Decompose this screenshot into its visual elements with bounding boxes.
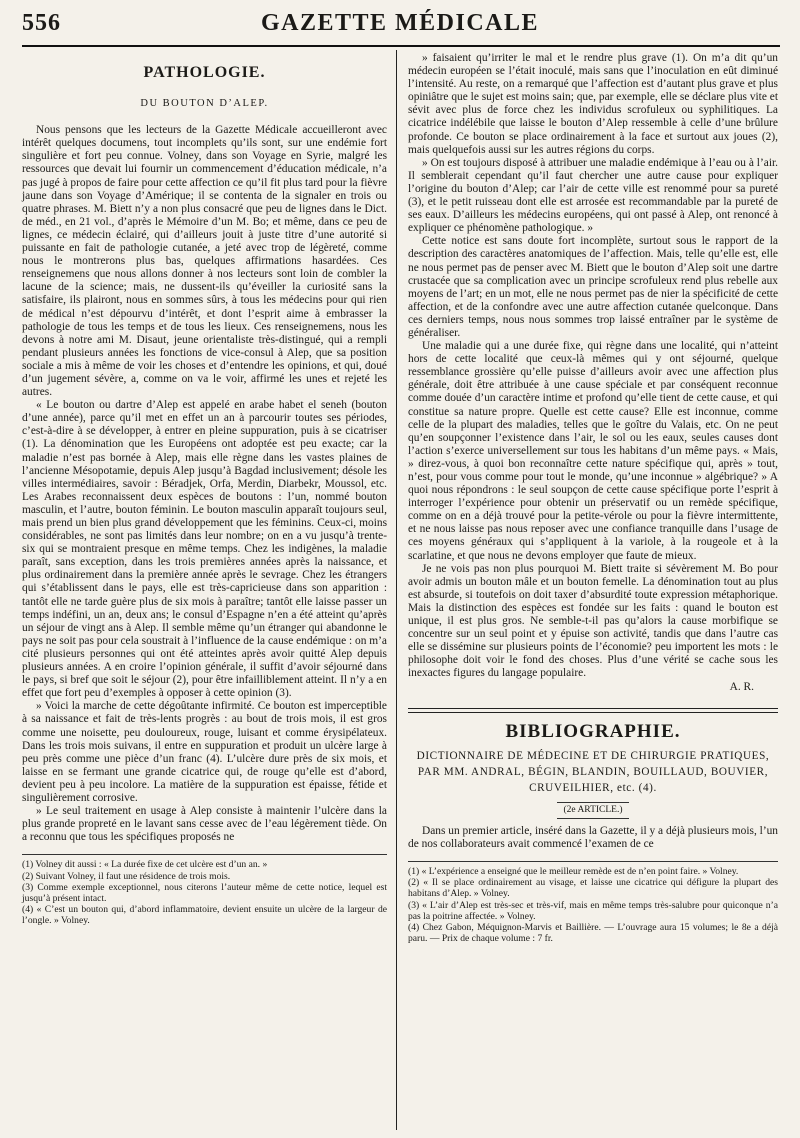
book-title-line: DICTIONNAIRE DE MÉDECINE ET DE CHIRURGIE PRATIQUES,	[416, 749, 770, 762]
column-divider	[396, 50, 397, 1130]
right-column	[408, 52, 778, 944]
footnote: (2) « Il se place ordinairement au visage, et laisse une cicatrice qui défigure la plupart des habitans d’Alep. » Volney.	[408, 877, 778, 900]
paragraph: » On est toujours disposé à attribuer une maladie endémique à l’eau ou à l’air. Il semblerait cependant qu’il faut chercher une autre cause pour expliquer l’origine du bouton d’Alep; car l’air de cette ville est renommé pour sa pureté (3), et le petit ruisseau dont elle est arrosée est recommandable par la pureté de ses eaux. D’ailleurs les médecins européens, qui ont passé à Alep, ont renoncé à expliquer ce phénomène pathologique. »	[408, 156, 778, 235]
header-rule	[22, 45, 780, 47]
paragraph: Cette notice est sans doute fort incomplète, surtout sous le rapport de la description des caractères anatomiques de l’affection. Mais, telle qu’elle est, elle ne nous permet pas de penser avec M. Biett que le bouton d’Alep soit une dartre crustacée que sa complication avec un principe scrofuleux rend plus rebelle aux moyens de l’art; en un mot, elle ne nous permet pas de nier la spécificité de cette affection, et de la confondre avec une autre affection cutanée quelconque. Dans ces derniers temps, nous nous sommes trop laissé entraîner par le système de généraliser.	[408, 235, 778, 339]
footnote-rule	[22, 854, 387, 855]
book-authors-line: PAR MM. ANDRAL, BÉGIN, BLANDIN, BOUILLAUD, BOUVIER, CRUVEILHIER, etc. (4).	[417, 765, 769, 794]
section-separator	[408, 708, 778, 713]
bibliography-heading: BIBLIOGRAPHIE.	[505, 720, 681, 742]
paragraph: Je ne vois pas non plus pourquoi M. Biett traite si sévèrement M. Bo pour avoir admis un bouton mâle et un bouton femelle. La dénomination tout au plus est absurde, si toutefois on doit taxer d’absurdité toute expression métaphorique. Mais la distinction des espèces est fondée sur les faits : quand le bouton est unique, il est plus gros. Ne semble-t-il pas qu’alors la cause morbifique se concentre sur un seul point et y épuise son activité, tandis que dans l’autre cas elle se dissémine sur plusieurs points de l’économie? peu importent les mots : le philosophe doit voir le fond des choses. Plus d’une vérité se cache sous les inexactes figures du langage populaire.	[408, 562, 778, 680]
paragraph: Dans un premier article, inséré dans la Gazette, il y a déjà plusieurs mois, l’un de nos collaborateurs avait commencé l’examen de ce	[408, 824, 778, 850]
footnotes	[408, 866, 778, 944]
footnote: (1) Volney dit aussi : « La durée fixe de cet ulcère est d’un an. »	[22, 859, 268, 871]
footnote: (1) « L’expérience a enseigné que le meilleur remède est de n’en point faire. » Volney.	[408, 865, 739, 877]
paragraph: Une maladie qui a une durée fixe, qui règne dans une localité, qui n’atteint hors de cette localité que ceux-là mêmes qui y ont séjourné, quelque ressemblance grossière qu’elle puisse d’ailleurs avoir avec une affection plus générale, doit être attribuée à une cause spéciale et par conséquent reconnue comme douée d’un caractère intime et profond qu’elle tient de cette cause, et qui constitue sa nature propre. Quelle est cette cause? Elle est inconnue, comme celle de la plupart des maladies, telles que le goître du Valais, etc. On ne peut qu’en soupçonner l’existence dans l’air, le sol ou les eaux, seules causes dont l’action s’exerce universellement sur tous les habitans d’un même pays. « Mais, » direz-vous, à quoi bon reconnaître cette nature spécifique qui, après » tout, n’est, pour vous comme pour tout le monde, qu’une inconnue » algébrique? » A quoi nous répondrons : le seul soupçon de cette cause spécifique porte l’esprit à interroger l’expérience pour obtenir un préservatif ou un remède spécifique, comme on en a déjà trouvé pour la petite-vérole ou pour la fièvre intermittente, et ne nous laisse pas nous reposer avec une confiance tranquille dans l’usage de ces moyens généraux qui s’appliquent à la variole, à la rougeole et à la scarlatine, et que nous ne devons employer que faute de mieux.	[408, 340, 778, 562]
paragraph: « Le bouton ou dartre d’Alep est appelé en arabe habet el seneh (bouton d’une année), parce qu’il met en effet un an à parcourir toutes ses périodes, c’est-à-dire à se développer, à entrer en pleine suppuration, puis à se cicatriser (1). La dénomination que les Européens ont adoptée est peu exacte; car la maladie n’est pas bornée à Alep, mais elle règne dans les vastes plaines de l’ancienne Mésopotamie, depuis Alep jusqu’à Bagdad inclusivement; désole les villes intermédiaires, savoir : Béradjek, Orfa, Merdin, Diarbekr, Moussol, etc. Les Arabes reconnaissent deux espèces de boutons : l’un, nommé bouton masculin, et l’autre, bouton féminin. Le bouton masculin apparaît toujours seul, mais prend un bien plus grand développement que les féminins. Ceux-ci, moins considérables, ne sont pas limités dans leur nombre; on en a vu jusqu’à trente-six qui se montraient presque en même temps. Chez les indigènes, la maladie paraît, sans exception, dans les trois premières années après la naissance, et plus ordinairement dans la première année après le sevrage. Chez les étrangers qui s’établissent dans le pays, elle est très-capricieuse dans son apparition : tantôt elle ne tarde guère plus de six mois à paraître; tantôt elle laisse passer un temps indéfini, un an, deux ans; le consul d’Espagne n’en a été atteint qu’après un séjour de vingt ans à Alep. Il semble même qu’un étranger qui abandonne le pays ne soit pas pour cela soustrait à l’influence de la cause endémique : on m’a cité plusieurs personnes qui ont été atteintes après avoir quitté Alep depuis plusieurs années. A en croire l’opinion générale, il suffit d’avoir séjourné dans le pays, si bref que soit le séjour (2), pour être infailliblement atteint. Il n’y a en effet que fort peu d’exemples à opposer à cette opinion (3).	[22, 399, 387, 700]
footnote-rule	[408, 861, 778, 862]
paragraph: Nous pensons que les lecteurs de la Gazette Médicale accueilleront avec intérêt quelques documens, tout incomplets qu’ils sont, sur une endémie fort singulière et fort peu connue. Volney, dans son Voyage en Syrie, malgré les ressources que devait lui fournir un commencement d’éducation médicale, n’a pas jugé à propos de faire pour cette affection ce qu’il fit plus tard pour la fièvre jaune dans son Voyage d’Amérique; il se contenta de la signaler en trois ou quatre phrases. M. Biett n’y a non plus consacré que peu de lignes dans le Dict. de méd., en 21 vol., d’après le Mémoire d’un M. Bo; et même, dans ce peu de lignes, ce médecin éclairé, qui d’ailleurs jouit à juste titre d’une autorité si puissante en fait de pathologie cutanée, a jeté avec trop de légèreté, comme nous le montrerons plus bas, quelques affirmations hasardées. Ces renseignemens que nous allons donner à nos lecteurs sont loin de combler la lacune de la science; mais, ne dussent-ils qu’éveiller la curiosité sans la satisfaire, ils plairont, nous en sommes sûrs, à tous les médecins pour qui rien de médical n’est dépourvu d’intérêt, et dont l’esprit aime à embrasser la pathologie de tous les temps et de tous les lieux. Ces renseignemens, nous les devons à notre ami M. Disaut, jeune orientaliste très-distingué, qui a rempli pendant plusieurs années les fonctions de vice-consul à Alep, que sa position sociale a mis à même de voir les choses et d’entendre les opinions, et qui, doué d’un jugement sévère, a, comme on va le voir, affirmé les unes et rejeté les autres.	[22, 124, 387, 399]
masthead-title: GAZETTE MÉDICALE	[260, 10, 540, 36]
article-number	[408, 802, 778, 819]
section-heading: PATHOLOGIE.	[143, 64, 266, 81]
paragraph: » Le seul traitement en usage à Alep consiste à maintenir l’ulcère dans la plus grande propreté en le lavant sans cesse avec de l’eau légèrement tiède. On a reconnu que tous les spécifiques proposés ne	[22, 805, 387, 844]
left-column	[22, 52, 387, 927]
article-number-label: (2e ARTICLE.)	[557, 802, 628, 819]
footnote: (4) Chez Gabon, Méquignon-Marvis et Baillière. — L’ouvrage aura 15 volumes; le 8e a déjà paru. — Prix de chaque volume : 7 fr.	[408, 921, 778, 945]
author-signature: A. R.	[729, 680, 754, 693]
page-number: 556	[22, 10, 61, 36]
footnote: (3) « L’air d’Alep est très-sec et très-vif, mais en même temps très-salubre pour quiconque n’a pas la poitrine affectée. » Volney.	[408, 899, 778, 922]
footnote: (3) Comme exemple exceptionnel, nous citerons l’auteur même de cette notice, lequel est jusqu’à présent intact.	[22, 881, 387, 904]
footnote: (4) « C’est un bouton qui, d’abord inflammatoire, devient ensuite un ulcère de la largeur de l’ongle. » Volney.	[22, 904, 387, 927]
footnotes	[22, 859, 387, 926]
article-subtitle: DU BOUTON D’ALEP.	[140, 98, 269, 110]
footnote: (2) Suivant Volney, il faut une résidence de trois mois.	[22, 870, 231, 882]
paragraph: » Voici la marche de cette dégoûtante infirmité. Ce bouton est imperceptible à sa naissance et fait de très-lents progrès : au bout de trois mois, il est gros comme une noisette, peu douloureux, rouge, luisant et comme érysipélateux. Dans les trois mois suivans, il entre en suppuration et produit un ulcère large à peu près comme une pièce d’un franc (4). L’ulcère dure près de six mois, et laisse en se fermant une grande cicatrice qui, de rouge qu’elle est d’abord, devient peu à peu incolore. La matière de la suppuration est épaisse, fétide et singulièrement corrosive.	[22, 700, 387, 804]
paragraph: » faisaient qu’irriter le mal et le rendre plus grave (1). On m’a dit qu’un médecin européen se l’était inoculé, mais sans que l’inoculation en eût diminué l’intensité. Au reste, on a remarqué que l’affection est d’autant plus grave et plus opiniâtre que le sujet est moins sain; que, par exemple, elle se déclare plus vite et sévit avec plus de force chez les individus scrofuleux ou syphilitiques. La cicatrice indélébile que laisse le bouton d’Alep ressemble à celle d’une brûlure profonde. Ce bouton se place ordinairement à la face et surtout aux joues (2), mais quelquefois aussi sur les autres régions du corps.	[408, 52, 778, 156]
book-title	[408, 748, 778, 796]
